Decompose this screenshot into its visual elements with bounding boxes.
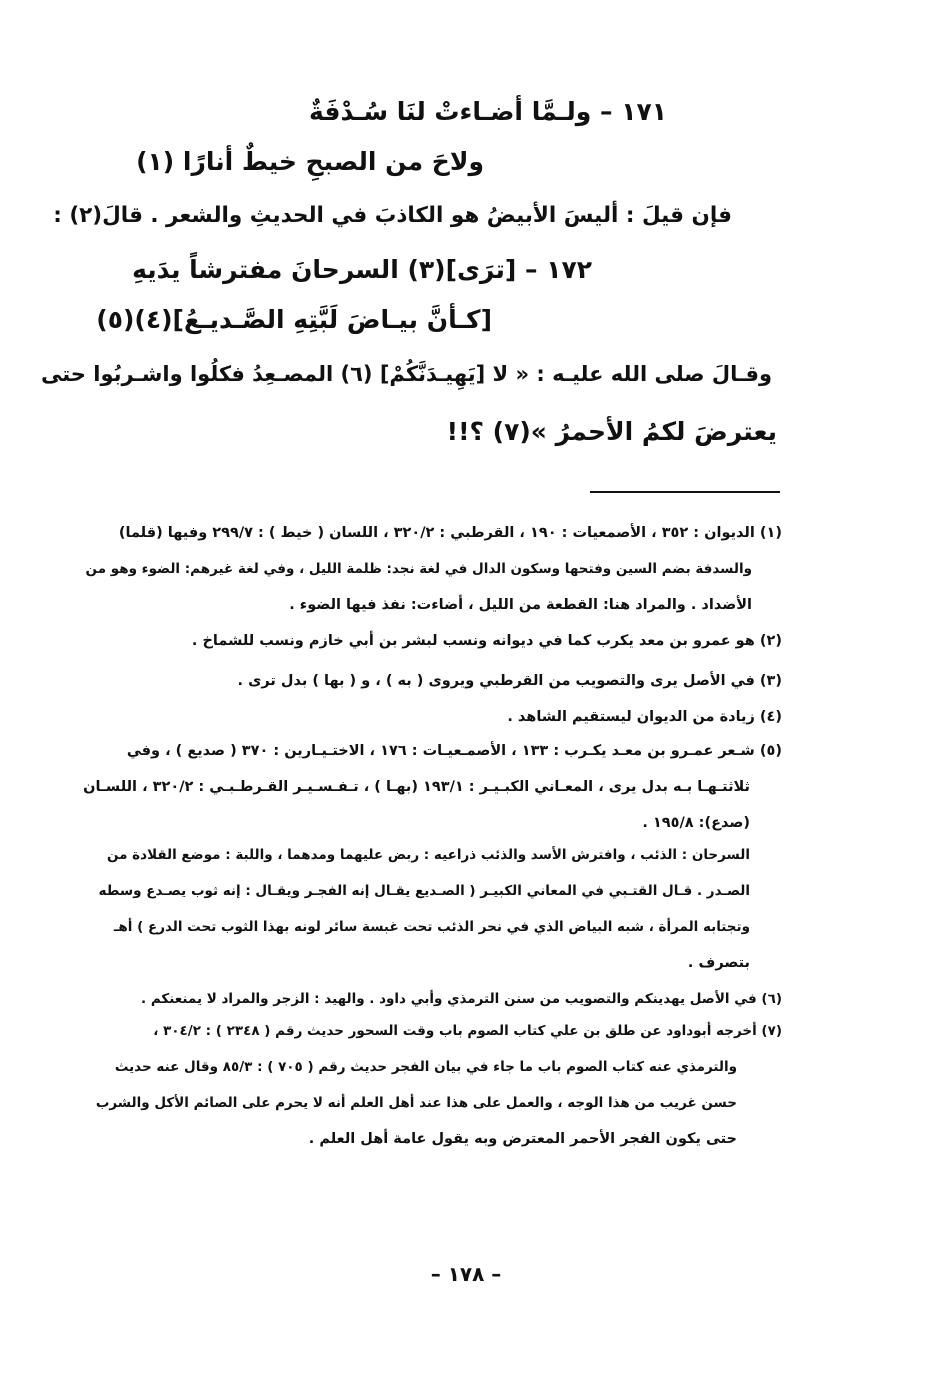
footnote-line: (١) الديوان : ٣٥٢ ، الأصمعيات : ١٩٠ ، القرطبي : ٣٢٠/٢ ، اللسان ( خيط ) : ٢٩٩/٧ وفيها (قلما) (118, 525, 782, 541)
footnote-line: حسن غريب من هذا الوجه ، والعمل على هذا عند أهل العلم أنه لا يحرم على الصائم الأكل والشرب (95, 1095, 737, 1111)
footnote-line: (٤) زيادة من الديوان ليستقيم الشاهد . (507, 709, 782, 725)
main-line: ١٧١ – ولـمَّا أضـاءتْ لنَا سُـدْفَةٌ (308, 97, 667, 126)
footnote-line: بتصرف . (687, 955, 750, 971)
page-number: – ١٧٨ – (430, 1262, 502, 1286)
footnote-line: الأضداد . والمراد هنا: القطعة من الليل ، أضاءت: نفذ فيها الضوء . (289, 597, 752, 613)
main-line: [كـأنَّ بيـاضَ لَبَّتِهِ الصَّـديـعُ](٤)(٥) (96, 305, 492, 334)
footnote-line: السرحان : الذئب ، وافترش الأسد والذئب ذراعيه : ربض عليهما ومدهما ، واللبة : موضع القلادة من (106, 847, 750, 863)
footnote-line: (صدع): ١٩٥/٨ . (642, 815, 750, 831)
main-line: يعترضَ لكمُ الأحمرُ »(٧) ؟!! (446, 417, 777, 446)
main-line: وقـالَ صلى الله عليـه : « لا [يَهِيـدَنَّكُمْ] (٦) المصـعِدُ فكلُوا واشـربُوا حتى (40, 362, 772, 386)
footnote-separator (590, 491, 780, 493)
main-line: ولاحَ من الصبحِ خيطٌ أنارًا (١) (136, 147, 484, 176)
footnote-line: الصـدر . قـال القتـبي في المعاني الكبيـر ( الصـديع يقـال إنه الفجـر ويقـال : إنه ثوب يصـدع وسطه (98, 883, 750, 899)
footnote-line: حتى يكون الفجر الأحمر المعترض وبه يقول عامة أهل العلم . (308, 1131, 737, 1147)
footnote-line: (٣) في الأصل يرى والتصويب من القرطبي ويروى ( به ) ، و ( بها ) بدل ترى . (237, 673, 782, 689)
main-line: ١٧٢ – [ترَى](٣) السرحانَ مفترشاً يدَيهِ (132, 255, 592, 284)
footnote-line: وتجتابه المرأة ، شبه البياض الذي في نحر الذئب تحت غبسة سائر لونه بهذا الثوب تحت الدرع ) أهـ (113, 919, 750, 935)
footnote-line: والترمذي عنه كتاب الصوم باب ما جاء في بيان الفجر حديث رقم ( ٧٠٥ ) : ٨٥/٣ وقال عنه حديث (114, 1059, 737, 1075)
footnote-line: (٢) هو عمرو بن معد يكرب كما في ديوانه ونسب لبشر بن أبي خازم ونسب للشماخ . (191, 633, 782, 649)
footnote-line: والسدفة بضم السين وفتحها وسكون الدال في لغة نجد: ظلمة الليل ، وفي لغة غيرهم: الضوء وهو من (85, 561, 752, 577)
footnote-line: (٦) في الأصل يهدينكم والتصويب من سنن الترمذي وأبي داود . والهيد : الزجر والمراد لا يمنعنكم . (140, 991, 782, 1007)
main-line: فإن قيلَ : أليسَ الأبيضُ هو الكاذبَ في الحديثِ والشعر . قالَ(٢) : (53, 203, 732, 228)
footnote-line: ثلاثتـهـا بـه بدل يرى ، المعـاني الكبـيـر : ١٩٣/١ (بهـا ) ، تـفـسـيـر القـرطـبـي : ٣٢٠/٢ ، اللسـان (83, 779, 750, 795)
footnote-line: (٥) شـعر عمـرو بن معـد يكـرب : ١٣٣ ، الأصمـعيـات : ١٧٦ ، الاختـيـارين : ٣٧٠ ( صديع ) ، وفي (126, 743, 782, 759)
footnote-line: (٧) أخرجه أبوداود عن طلق بن علي كتاب الصوم باب وقت السحور حديث رقم ( ٢٣٤٨ ) : ٣٠٤/٢ ، (153, 1023, 782, 1039)
